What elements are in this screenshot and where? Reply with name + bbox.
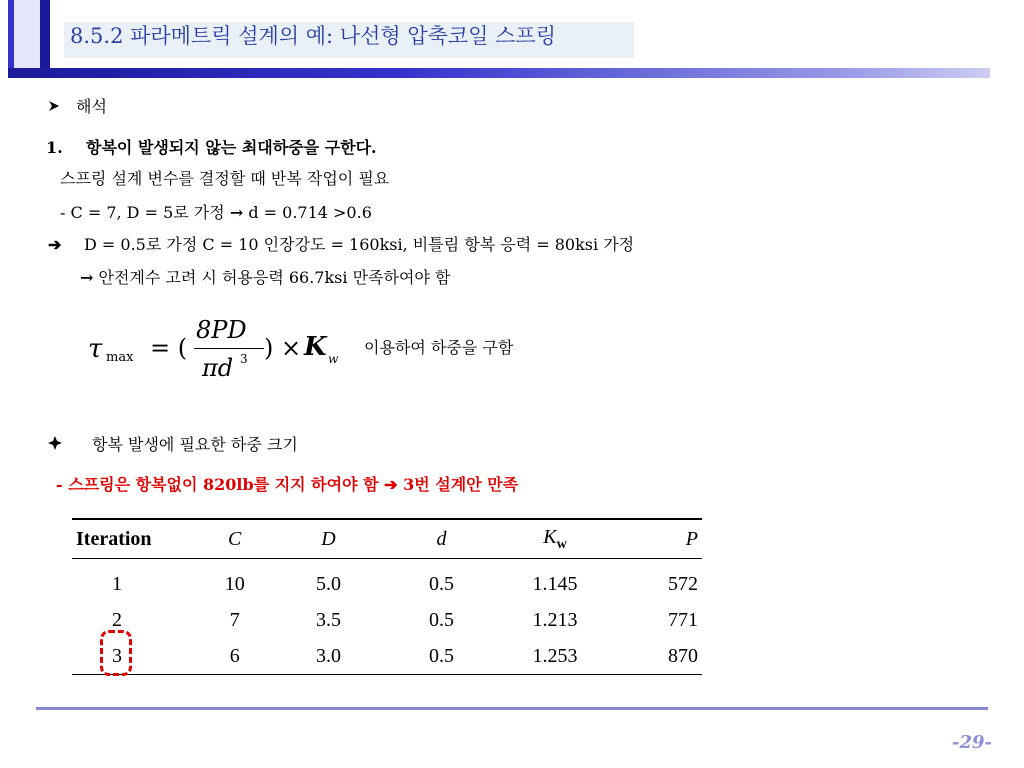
column-header-iteration: Iteration bbox=[72, 519, 195, 559]
column-header-k-subscript: w bbox=[556, 536, 567, 552]
table-cell: 572 bbox=[668, 572, 698, 595]
bullet-load-size bbox=[48, 434, 298, 456]
table-row bbox=[72, 638, 702, 675]
table-cell: 1 bbox=[112, 572, 122, 595]
assumption-1-suffix: d = 0.714 >0.6 bbox=[248, 203, 372, 222]
assumption-line-2 bbox=[48, 234, 634, 256]
table-cell: 3.0 bbox=[274, 638, 382, 675]
table-cell: 870 bbox=[610, 638, 702, 675]
assumption-line-1 bbox=[60, 202, 372, 224]
column-header-c: C bbox=[195, 519, 274, 559]
formula-tau-subscript: max bbox=[106, 350, 134, 365]
column-header-k: K bbox=[543, 525, 557, 548]
table-row bbox=[72, 559, 702, 603]
spring-variables-line: 스프링 설계 변수를 결정할 때 반복 작업이 필요 bbox=[60, 169, 390, 188]
table-cell: 3.5 bbox=[316, 608, 342, 631]
bullet-load-size-text: 항복 발생에 필요한 하중 크기 bbox=[92, 435, 298, 454]
formula-numerator: 8PD bbox=[196, 316, 247, 344]
shear-stress-formula bbox=[88, 316, 358, 384]
table-cell: 771 bbox=[668, 608, 698, 631]
table-cell: 1.213 bbox=[532, 608, 578, 631]
bullet-analysis-text: 해석 bbox=[76, 97, 107, 116]
table-cell: 7 bbox=[229, 608, 240, 631]
table-cell: 1.145 bbox=[532, 572, 578, 595]
formula-k: K bbox=[304, 332, 327, 362]
diamond-bullet-icon bbox=[48, 434, 92, 456]
highlight-circle bbox=[100, 630, 132, 676]
arrowhead-bullet-icon bbox=[48, 96, 76, 118]
column-header-d-upper: D bbox=[274, 519, 382, 559]
table-row bbox=[72, 602, 702, 638]
bold-arrow-icon: ➔ bbox=[48, 235, 62, 254]
formula-exponent: 3 bbox=[240, 352, 248, 366]
formula-equals: = ( bbox=[150, 334, 188, 362]
conclusion-line bbox=[56, 474, 518, 496]
table-cell: 5.0 bbox=[316, 572, 342, 595]
header-divider bbox=[8, 68, 990, 78]
bold-arrow-icon: ➔ bbox=[384, 475, 398, 494]
table-cell: 1.253 bbox=[500, 638, 609, 675]
assumption-2-text: D = 0.5로 가정 C = 10 인장강도 = 160ksi, 비틀림 항복 응력 = 80ksi 가정 bbox=[84, 235, 635, 254]
table-cell: 0.5 bbox=[429, 608, 455, 631]
formula-denominator: πd bbox=[202, 354, 234, 382]
conclusion-prefix: - 스프링은 항복없이 820lb를 지지 하여야 함 bbox=[56, 475, 379, 494]
table-cell: 10 bbox=[224, 572, 245, 595]
slide-title: 8.5.2 파라메트릭 설계의 예: 나선형 압축코일 스프링 bbox=[70, 24, 556, 48]
item-1-text: 항복이 발생되지 않는 최대하중을 구한다. bbox=[86, 138, 377, 157]
formula-k-subscript: w bbox=[328, 352, 339, 366]
footer-divider bbox=[36, 707, 988, 710]
safety-factor-line bbox=[80, 267, 450, 289]
conclusion-suffix: 3번 설계안 만족 bbox=[403, 475, 519, 494]
table-cell: 3 bbox=[72, 638, 195, 675]
page-number: -29- bbox=[952, 732, 992, 753]
column-header-kw bbox=[500, 519, 609, 559]
formula-close-times: ) × bbox=[264, 334, 302, 362]
table-header-row bbox=[72, 519, 702, 559]
assumption-1-prefix: - C = 7, D = 5로 가정 bbox=[60, 203, 225, 222]
table-cell: 6 bbox=[195, 638, 274, 675]
safety-factor-text: 안전계수 고려 시 허용응력 66.7ksi 만족하여야 함 bbox=[98, 268, 451, 287]
item-1 bbox=[46, 137, 377, 159]
table-cell: 2 bbox=[112, 608, 122, 631]
header-accent-stripe bbox=[40, 0, 50, 78]
table-cell: 0.5 bbox=[429, 572, 455, 595]
iteration-table bbox=[72, 518, 702, 675]
item-1-number: 1. bbox=[46, 138, 63, 157]
right-arrow-icon: → bbox=[229, 203, 244, 222]
right-arrow-icon: → bbox=[80, 268, 94, 287]
column-header-p: P bbox=[610, 519, 702, 559]
formula-tau: τ bbox=[88, 334, 103, 364]
formula-fraction-bar bbox=[194, 348, 264, 349]
table-cell: 0.5 bbox=[383, 638, 501, 675]
column-header-d-lower: d bbox=[383, 519, 501, 559]
bullet-analysis bbox=[48, 96, 107, 118]
formula-note: 이용하여 하중을 구함 bbox=[364, 338, 514, 357]
header-accent-inner bbox=[14, 0, 40, 78]
